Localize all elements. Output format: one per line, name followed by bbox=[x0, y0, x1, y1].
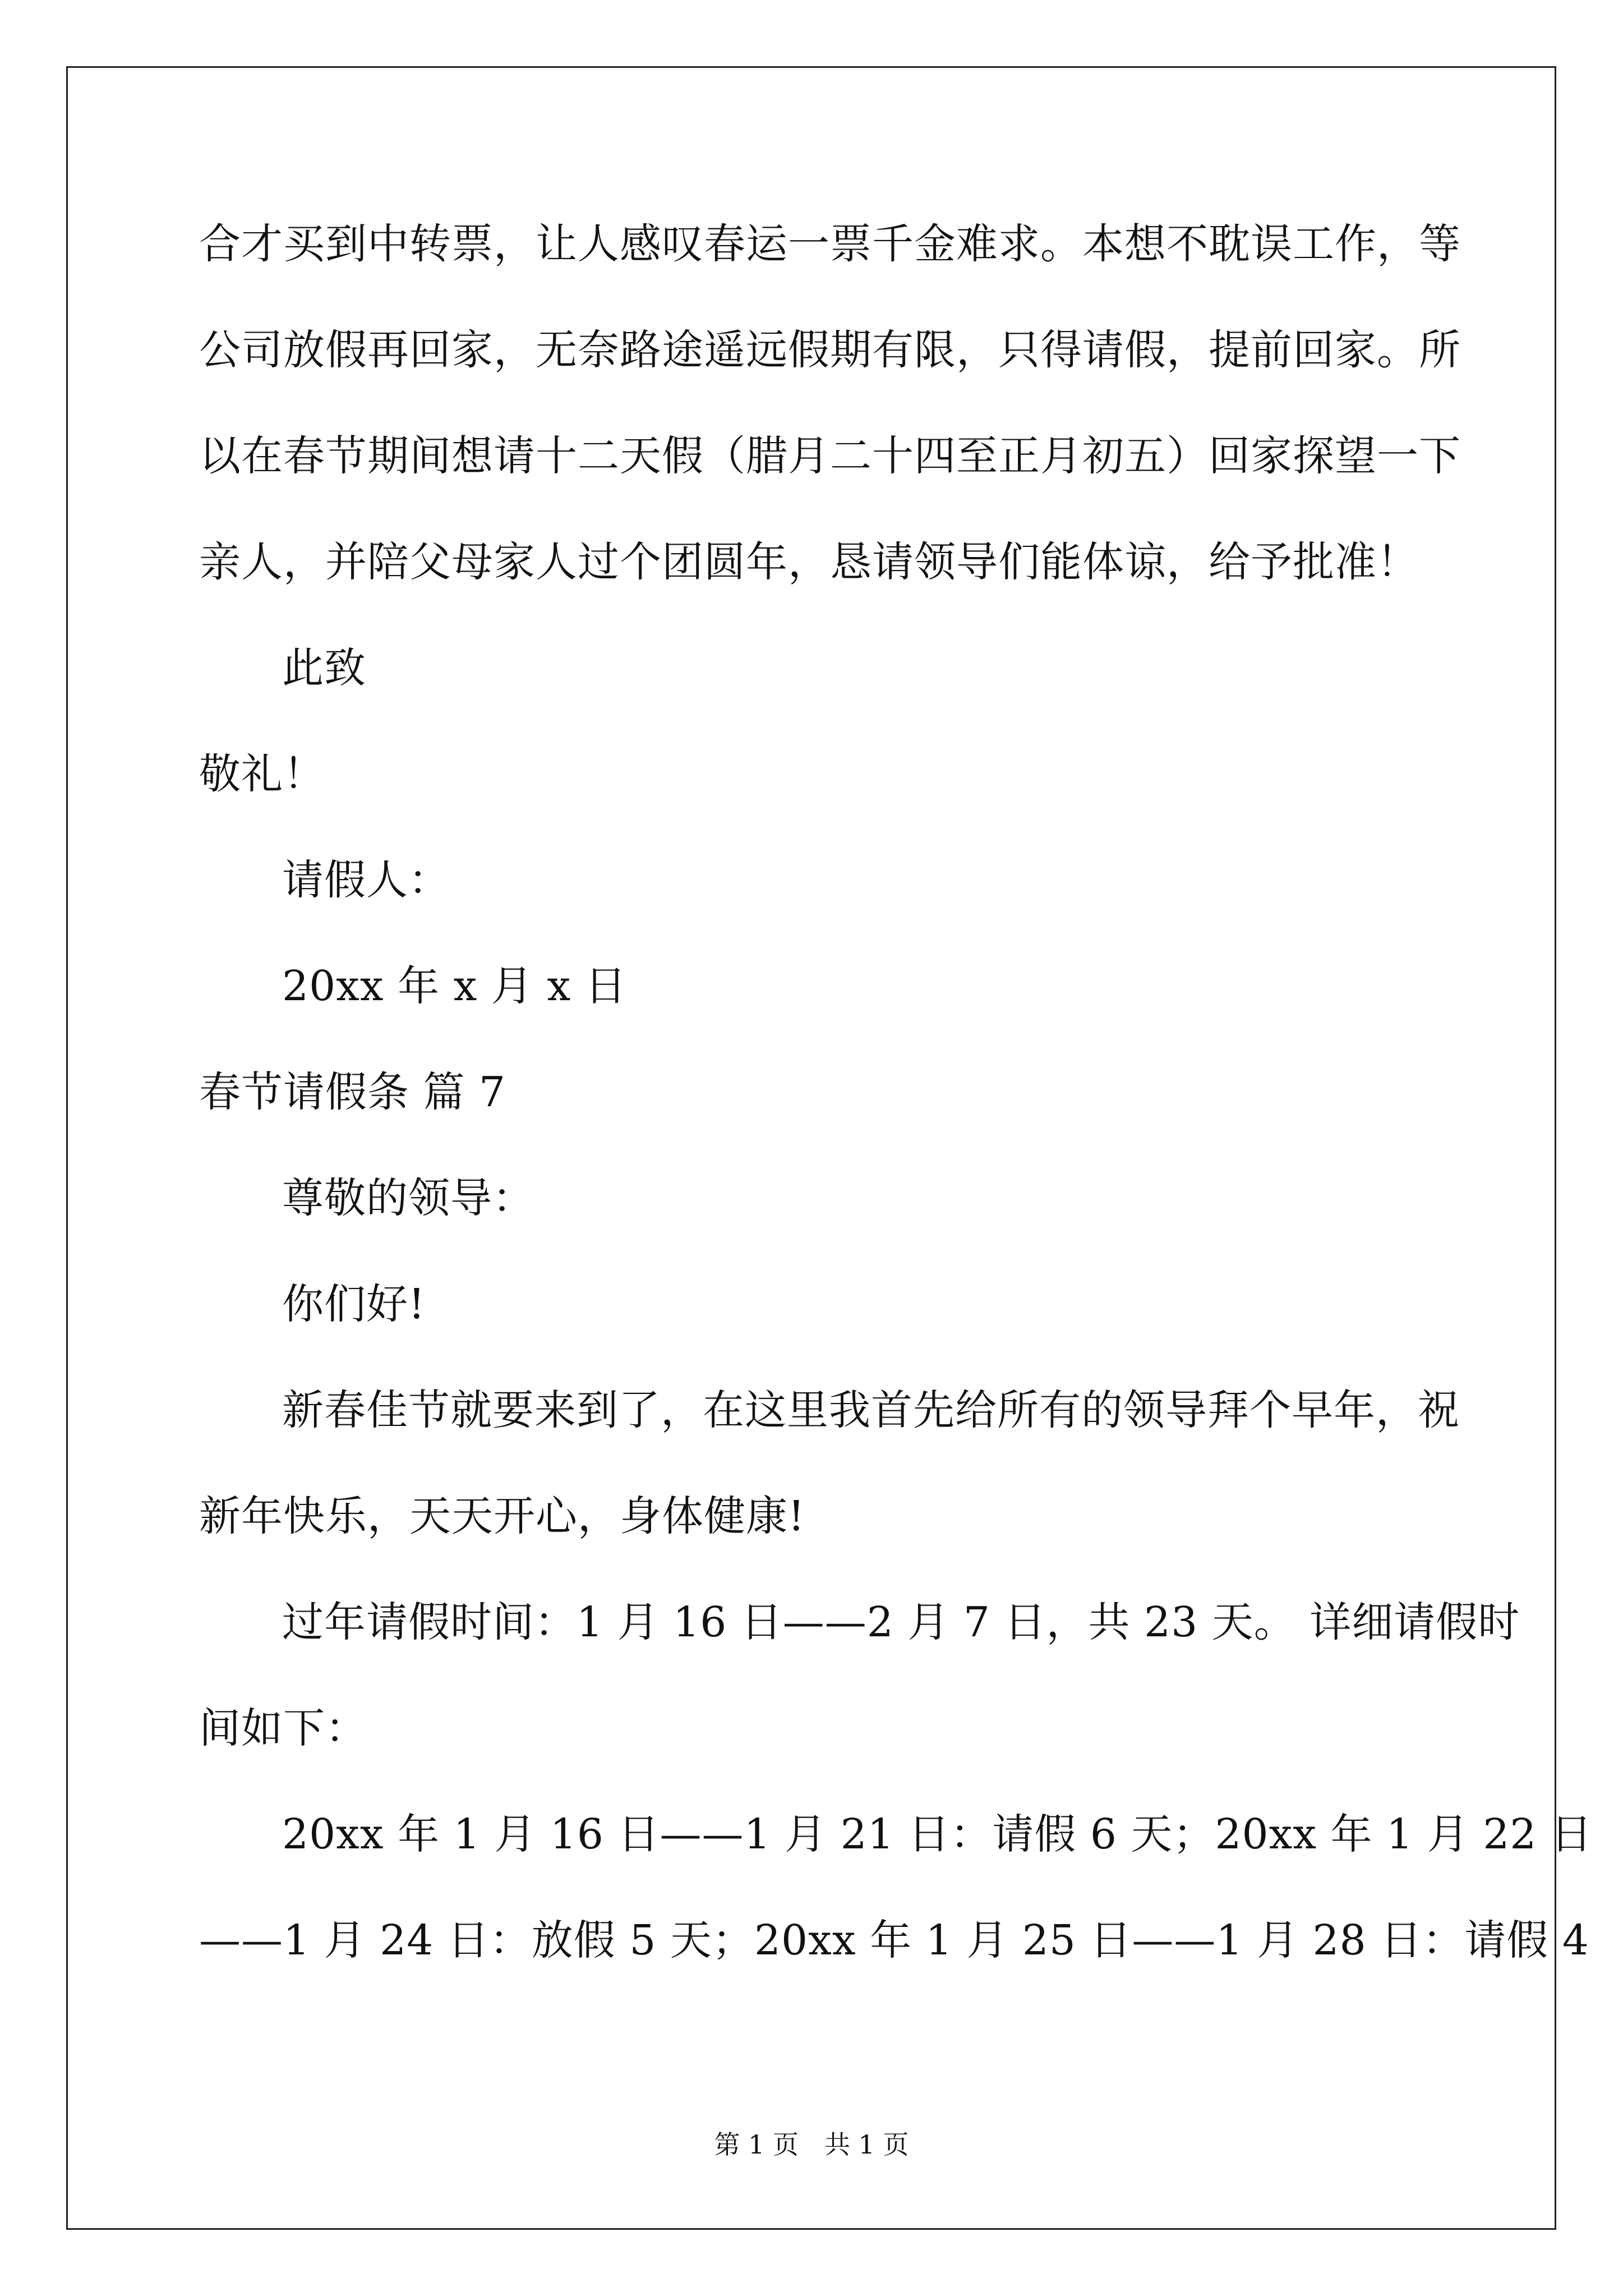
closing-regards: 敬礼！ bbox=[199, 750, 325, 798]
paragraph-line: 以在春节期间想请十二天假（腊月二十四至正月初五）回家探望一下 bbox=[199, 432, 1461, 480]
paragraph-line: 亲人，并陪父母家人过个团圆年，恳请领导们能体谅，给予批准！ bbox=[199, 538, 1419, 586]
paragraph-line: 公司放假再回家，无奈路途遥远假期有限，只得请假，提前回家。所 bbox=[199, 326, 1461, 374]
closing-salutation: 此致 bbox=[282, 644, 366, 692]
paragraph-line: ——1 月 24 日：放假 5 天；20xx 年 1 月 25 日——1 月 28 日：请假 4 bbox=[199, 1916, 1589, 1964]
greeting-addressee: 尊敬的领导： bbox=[282, 1174, 534, 1222]
section-heading: 春节请假条 篇 7 bbox=[199, 1068, 506, 1116]
greeting: 你们好! bbox=[282, 1280, 426, 1328]
paragraph-line: 新春佳节就要来到了，在这里我首先给所有的领导拜个早年，祝 bbox=[282, 1386, 1460, 1434]
applicant-label: 请假人： bbox=[282, 856, 450, 904]
page-footer: 第 1 页 共 1 页 bbox=[714, 2129, 909, 2160]
date-line: 20xx 年 x 月 x 日 bbox=[282, 962, 627, 1010]
document-body bbox=[199, 220, 1593, 2026]
paragraph-line: 过年请假时间：1 月 16 日——2 月 7 日，共 23 天。 详细请假时 bbox=[282, 1598, 1520, 1646]
paragraph-line: 间如下： bbox=[199, 1704, 367, 1752]
paragraph-line: 20xx 年 1 月 16 日——1 月 21 日：请假 6 天；20xx 年 1 月 22 日 bbox=[282, 1810, 1593, 1858]
paragraph-line: 新年快乐，天天开心，身体健康! bbox=[199, 1492, 805, 1540]
paragraph-line: 合才买到中转票，让人感叹春运一票千金难求。本想不耽误工作，等 bbox=[199, 220, 1461, 268]
